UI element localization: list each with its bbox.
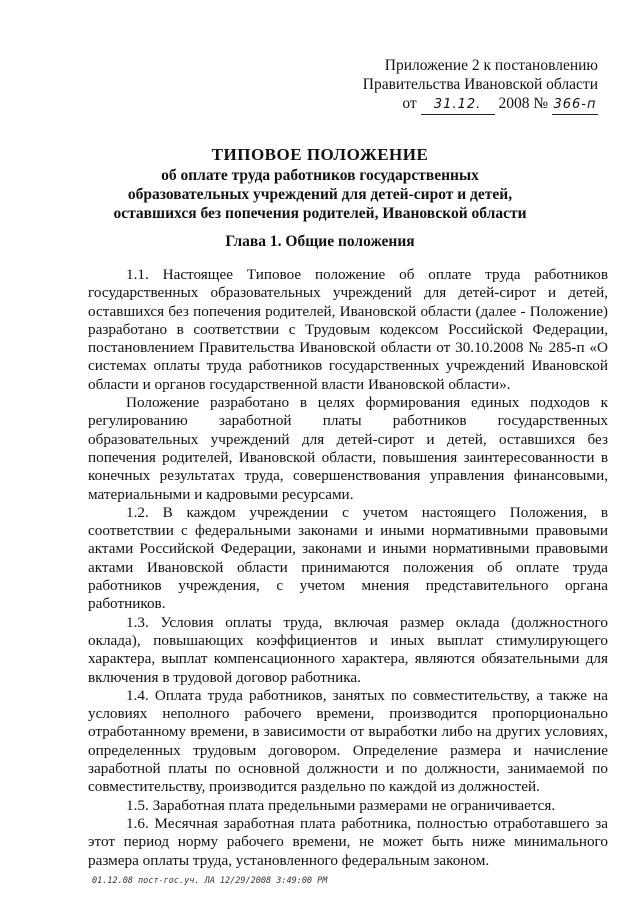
annex-line-2: Правительства Ивановской области [362,76,598,93]
handwritten-number: 366-п [552,95,598,115]
paragraph-1-4: 1.4. Оплата труда работников, занятых по совместительству, а также на условиях неполного рабочего времени, производится пропорционально отработанному времени, в зависимости от выработки либо на других условиях, определенных трудовым договором. Определение размера и начисление заработной платы по основной должности и по должности, занимаемой по совместительству, производится раздельно по каждой из должностей. [88,686,608,796]
paragraph-1-1: 1.1. Настоящее Типовое положение об оплате труда работников государственных образовательных учреждений для детей-сирот и детей, оставшихся без попечения родителей, Ивановской области (далее - Положение) разработано в соответствии с Трудовым кодексом Российской Федерации, постановлением Правительства Ивановской области от 30.10.2008 № 285-п «О системах оплаты труда работников государственных учреждений Ивановской области и органов государственной власти Ивановской области». [88,266,608,393]
year-text: 2008 № [498,95,549,112]
title-main: ТИПОВОЕ ПОЛОЖЕНИЕ [211,145,429,164]
annex-header [338,56,598,115]
paragraph-purpose: Положение разработано в целях формирования единых подходов к регулированию заработной платы работников государственных образовательных учреждений для детей-сирот и детей, оставшихся без попечения родителей, Ивановской области, повышения заинтересованности в конечных результатах труда, совершенствования управления финансовыми, материальными и кадровыми ресурсами. [88,394,608,503]
annex-date-line [338,94,598,115]
paragraph-1-2: 1.2. В каждом учреждении с учетом настоящего Положения, в соответствии с федеральными законами и иными нормативными правовыми актами Российской Федерации, законами и иными нормативными правовыми актами Ивановской области принимаются положения об оплате труда работников учреждения, с учетом мнения представительного органа работников. [88,503,608,613]
annex-line-1: Приложение 2 к постановлению [384,57,598,74]
from-label: от [402,95,417,112]
file-footer: 01.12.08 пост-гос.уч. ЛА 12/29/2008 3:49:00 PM [92,876,328,886]
chapter-heading: Глава 1. Общие положения [225,233,415,250]
title-sub-3: оставшихся без попечения родителей, Ивановской области [113,205,527,222]
handwritten-date: 31.12. [421,95,495,115]
paragraph-1-6: 1.6. Месячная заработная плата работника, полностью отработавшего за этот период норму рабочего времени, не может быть ниже минимального размера оплаты труда, установленного федеральным законом. [88,814,608,869]
document-body [88,266,608,870]
title-sub-2: образовательных учреждений для детей-сирот и детей, [127,186,513,203]
title-sub-1: об оплате труда работников государственных [161,167,479,184]
paragraph-1-3: 1.3. Условия оплаты труда, включая размер оклада (должностного оклада), повышающих коэффициентов и иных выплат стимулирующего характера, выплат компенсационного характера, являются обязательными для включения в трудовой договор работника. [88,613,608,686]
document-title [0,144,640,223]
paragraph-1-5: 1.5. Заработная плата предельными размерами не ограничивается. [126,796,556,814]
